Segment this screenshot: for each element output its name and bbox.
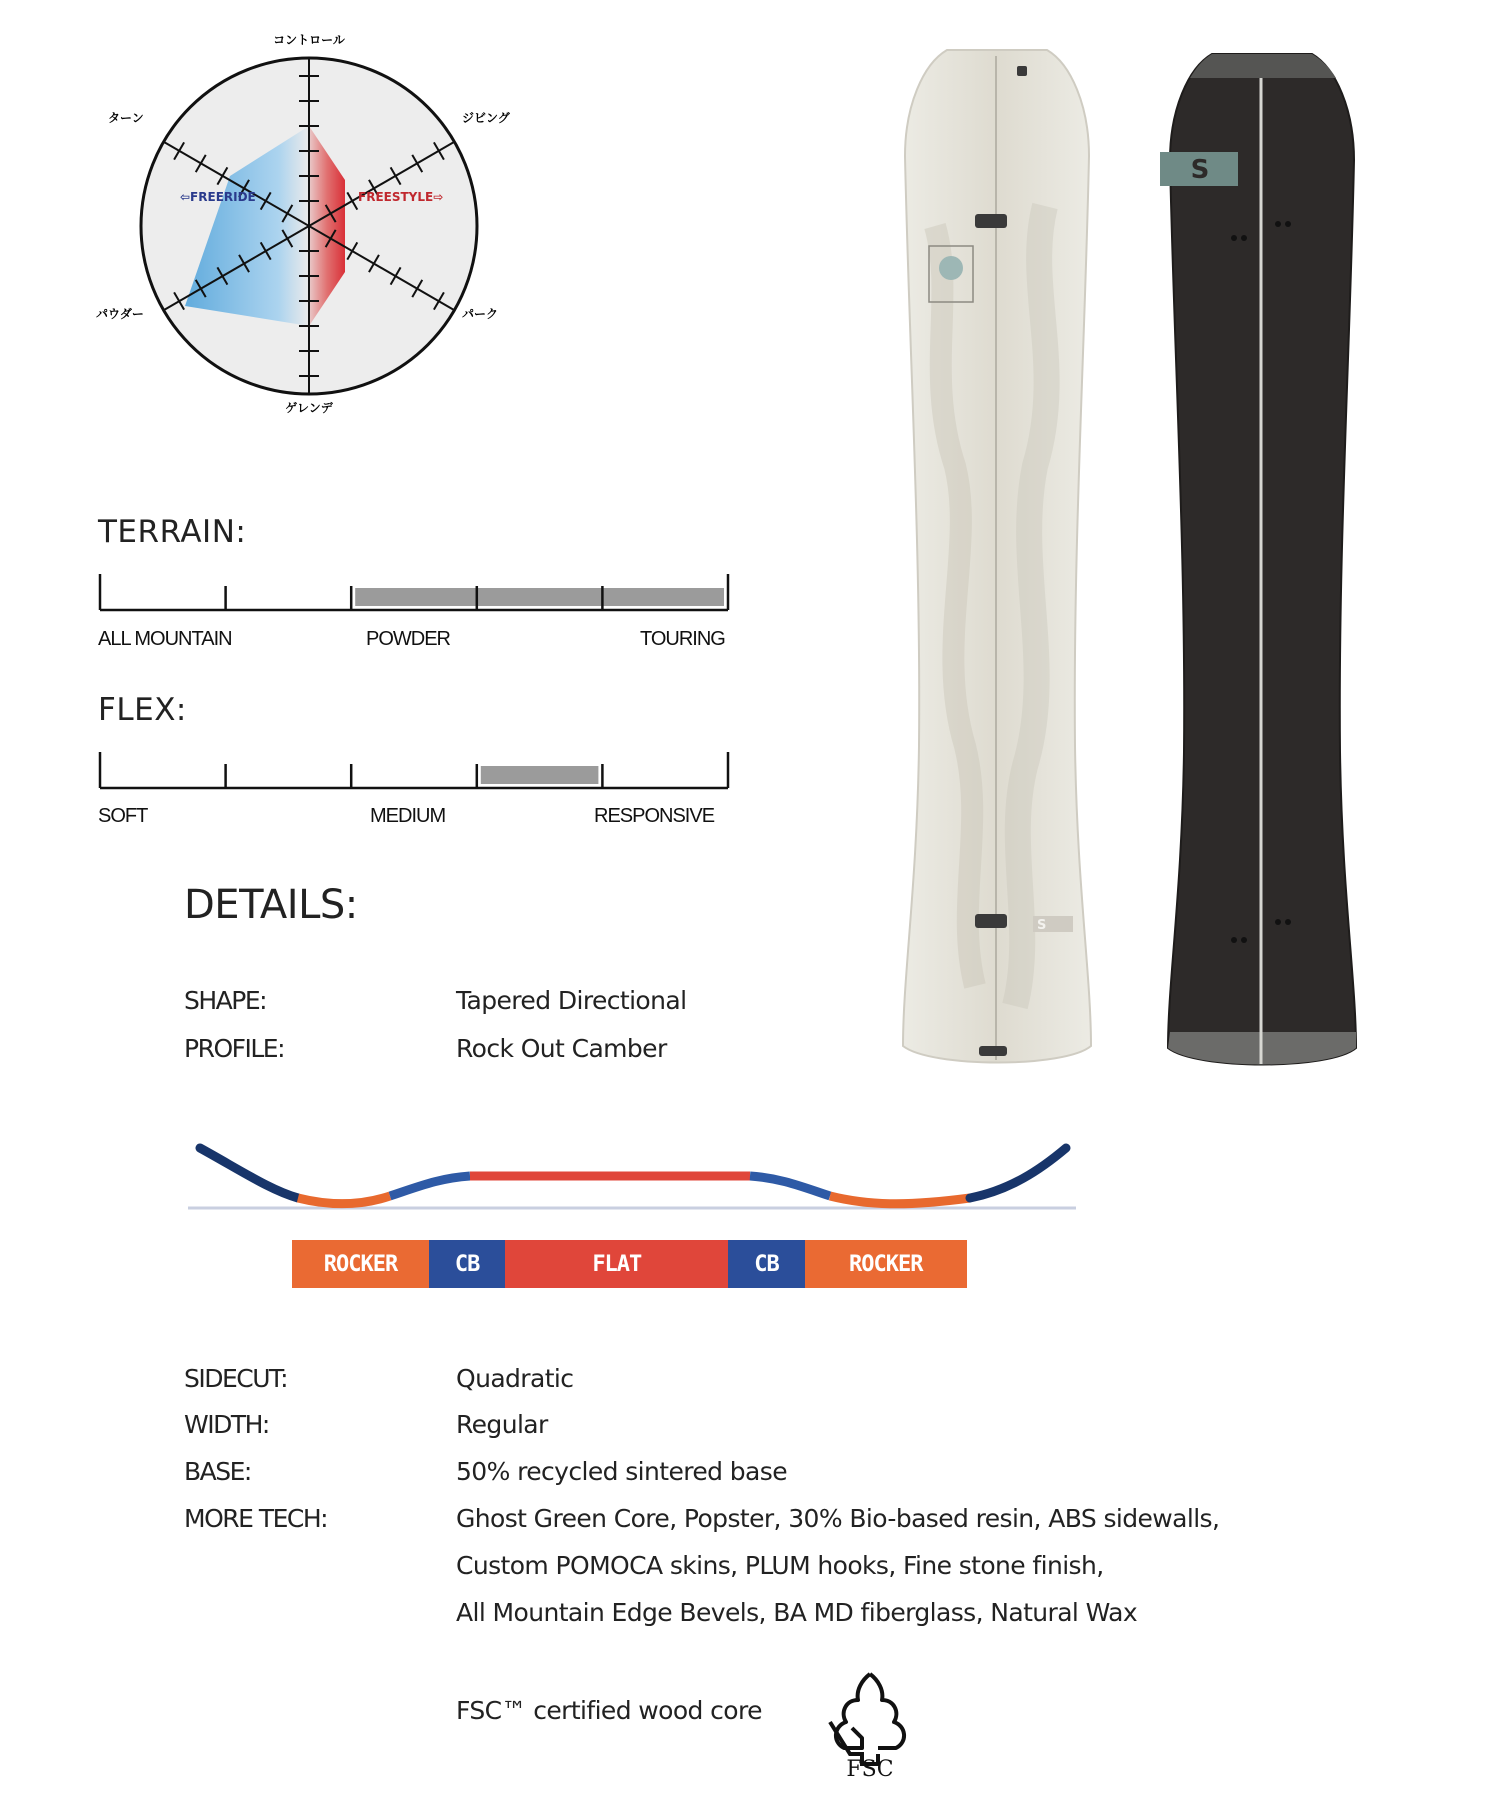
details-title: DETAILS: (184, 882, 358, 928)
more-tech-line-2: Custom POMOCA skins, PLUM hooks, Fine stone finish, (456, 1551, 1104, 1580)
radar-axis-upper-right: ジビング (462, 111, 510, 125)
riding-style-radar (90, 30, 530, 430)
radar-label-freeride: ⇦FREERIDE (180, 190, 256, 204)
terrain-title: TERRAIN: (98, 514, 247, 550)
terrain-label-touring: TOURING (640, 628, 725, 650)
terrain-label-powder: POWDER (366, 628, 450, 650)
base-label: BASE: (184, 1457, 251, 1486)
shape-value: Tapered Directional (456, 986, 687, 1015)
radar-axis-bottom: ゲレンデ (285, 401, 333, 415)
flex-label-soft: SOFT (98, 805, 148, 827)
more-tech-line-1: Ghost Green Core, Popster, 30% Bio-based resin, ABS sidewalls, (456, 1504, 1220, 1533)
profile-segment-cb-1: CB (429, 1240, 505, 1288)
flex-scale (96, 750, 732, 794)
profile-segment-cb-3: CB (728, 1240, 804, 1288)
fsc-certification: FSC™ certified wood core (456, 1696, 762, 1725)
radar-axis-upper-left: ターン (108, 111, 144, 125)
radar-axis-lower-left: パウダー (96, 307, 144, 321)
fsc-logo-text: FSC (846, 1757, 894, 1778)
more-tech-label: MORE TECH: (184, 1504, 328, 1533)
more-tech-line-3: All Mountain Edge Bevels, BA MD fiberglass, Natural Wax (456, 1598, 1138, 1627)
svg-text:S: S (1037, 918, 1047, 933)
radar-axis-top: コントロール (273, 33, 345, 47)
profile-segment-rocker-0: ROCKER (292, 1240, 429, 1288)
radar-label-freestyle: FREESTYLE⇨ (358, 190, 444, 204)
base-value: 50% recycled sintered base (456, 1457, 787, 1486)
profile-segment-rocker-4: ROCKER (805, 1240, 967, 1288)
flex-label-responsive: RESPONSIVE (594, 805, 715, 827)
width-value: Regular (456, 1410, 548, 1439)
flex-label-medium: MEDIUM (370, 805, 446, 827)
sidecut-label: SIDECUT: (184, 1364, 287, 1393)
width-label: WIDTH: (184, 1410, 269, 1439)
flex-title: FLEX: (98, 692, 187, 728)
shape-label: SHAPE: (184, 986, 267, 1015)
radar-axis-lower-right: パーク (462, 307, 499, 321)
terrain-label-all-mountain: ALL MOUNTAIN (98, 628, 232, 650)
profile-segment-flat-2: FLAT (505, 1240, 728, 1288)
profile-value: Rock Out Camber (456, 1034, 667, 1063)
fsc-tree-logo (822, 1666, 918, 1778)
splitboard-base (1160, 52, 1365, 1076)
splitboard-top-sheet (895, 46, 1100, 1076)
scale-fill (355, 588, 724, 606)
camber-profile-graphic (180, 1130, 1080, 1230)
profile-label: PROFILE: (184, 1034, 285, 1063)
scale-fill (481, 766, 599, 784)
terrain-scale (96, 572, 732, 616)
svg-text:S: S (1190, 155, 1210, 185)
sidecut-value: Quadratic (456, 1364, 574, 1393)
profile-segment-bar (292, 1240, 967, 1288)
